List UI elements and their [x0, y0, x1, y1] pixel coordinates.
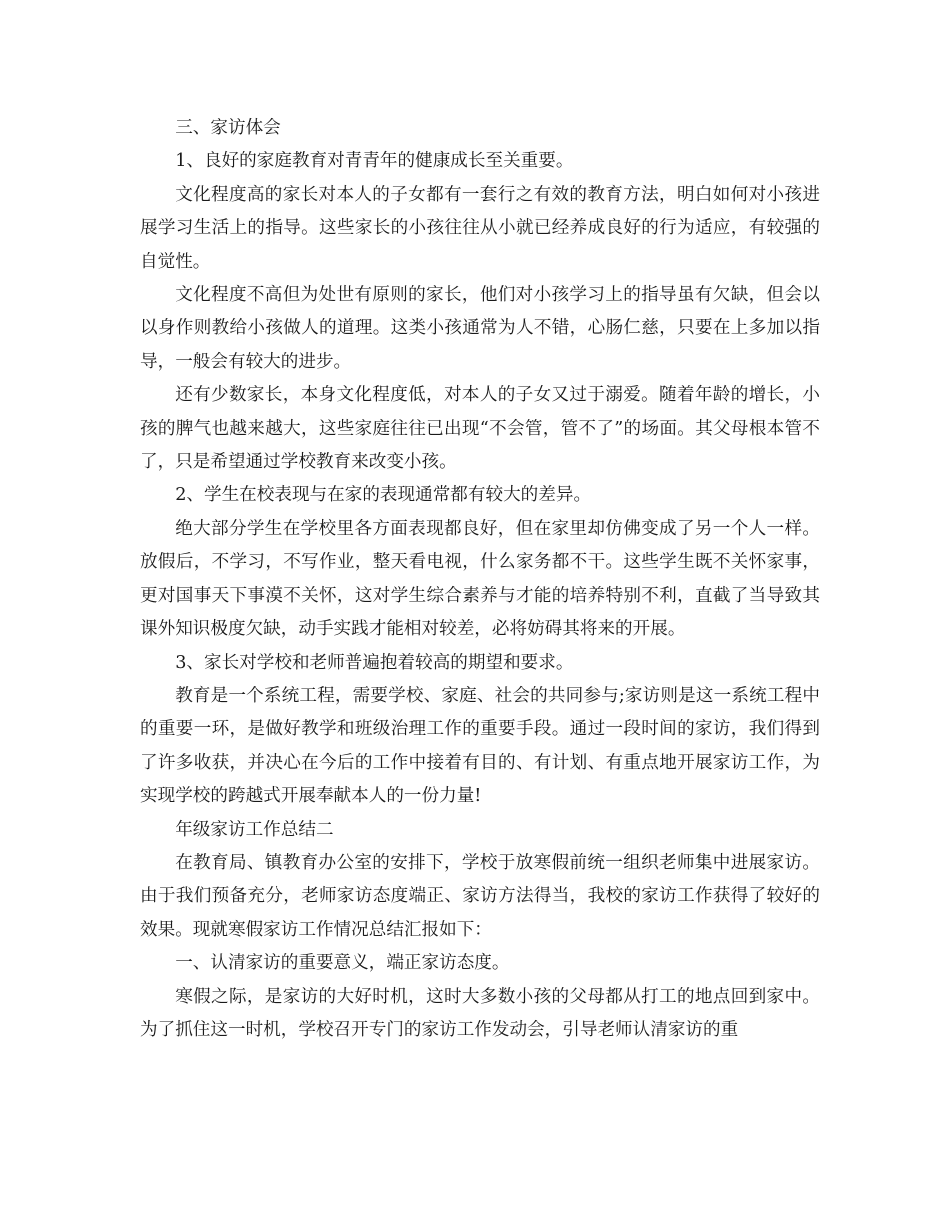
body-paragraph: 在教育局、镇教育办公室的安排下，学校于放寒假前统一组织老师集中进展家访。由于我们预备充分，老师家访态度端正、家访方法得当，我校的家访工作获得了较好的效果。现就寒假家访工作情况总结汇报如下：	[140, 852, 820, 940]
section-heading: 三、家访体会	[175, 118, 281, 138]
document-page	[140, 112, 820, 1047]
body-paragraph: 教育是一个系统工程，需要学校、家庭、社会的共同参与;家访则是这一系统工程中的重要一环，是做好教学和班级治理工作的重要手段。通过一段时间的家访，我们得到了许多收获，并决心在今后的工作中接着有目的、有计划、有重点地开展家访工作，为实现学校的跨越式开展奉献本人的一份力量!	[140, 685, 820, 807]
subheading: 一、认清家访的重要意义，端正家访态度。	[175, 953, 510, 974]
subheading: 1、良好的家庭教育对青青年的健康成长至关重要。	[175, 151, 574, 172]
body-paragraph: 文化程度不高但为处世有原则的家长，他们对小孩学习上的指导虽有欠缺，但会以以身作则教给小孩做人的道理。这类小孩通常为人不错，心肠仁慈，只要在上多加以指导，一般会有较大的进步。	[140, 285, 820, 372]
subheading: 2、学生在校表现与在家的表现通常都有较大的差异。	[175, 485, 592, 506]
body-paragraph: 文化程度高的家长对本人的子女都有一套行之有效的教育方法，明白如何对小孩进展学习生活上的指导。这些家长的小孩往往从小就已经养成良好的行为适应，有较强的自觉性。	[140, 184, 820, 272]
body-paragraph: 绝大部分学生在学校里各方面表现都良好，但在家里却仿佛变成了另一个人一样。放假后，不学习，不写作业，整天看电视，什么家务都不干。这些学生既不关怀家事，更对国事天下事漠不关怀，这对学生综合素养与才能的培养特别不利，直截了当导致其课外知识极度欠缺，动手实践才能相对较差，必将妨碍其将来的开展。	[140, 518, 820, 640]
subheading: 3、家长对学校和老师普遍抱着较高的期望和要求。	[175, 652, 574, 673]
body-paragraph: 还有少数家长，本身文化程度低，对本人的子女又过于溺爱。随着年龄的增长，小孩的脾气也越来越大，这些家庭往往已出现“不会管，管不了”的场面。其父母根本管不了，只是希望通过学校教育来改变小孩。	[140, 385, 820, 473]
body-paragraph: 寒假之际，是家访的大好时机，这时大多数小孩的父母都从打工的地点回到家中。为了抓住这一时机，学校召开专门的家访工作发动会，引导老师认清家访的重	[140, 986, 820, 1040]
section-heading: 年级家访工作总结二	[175, 819, 334, 840]
